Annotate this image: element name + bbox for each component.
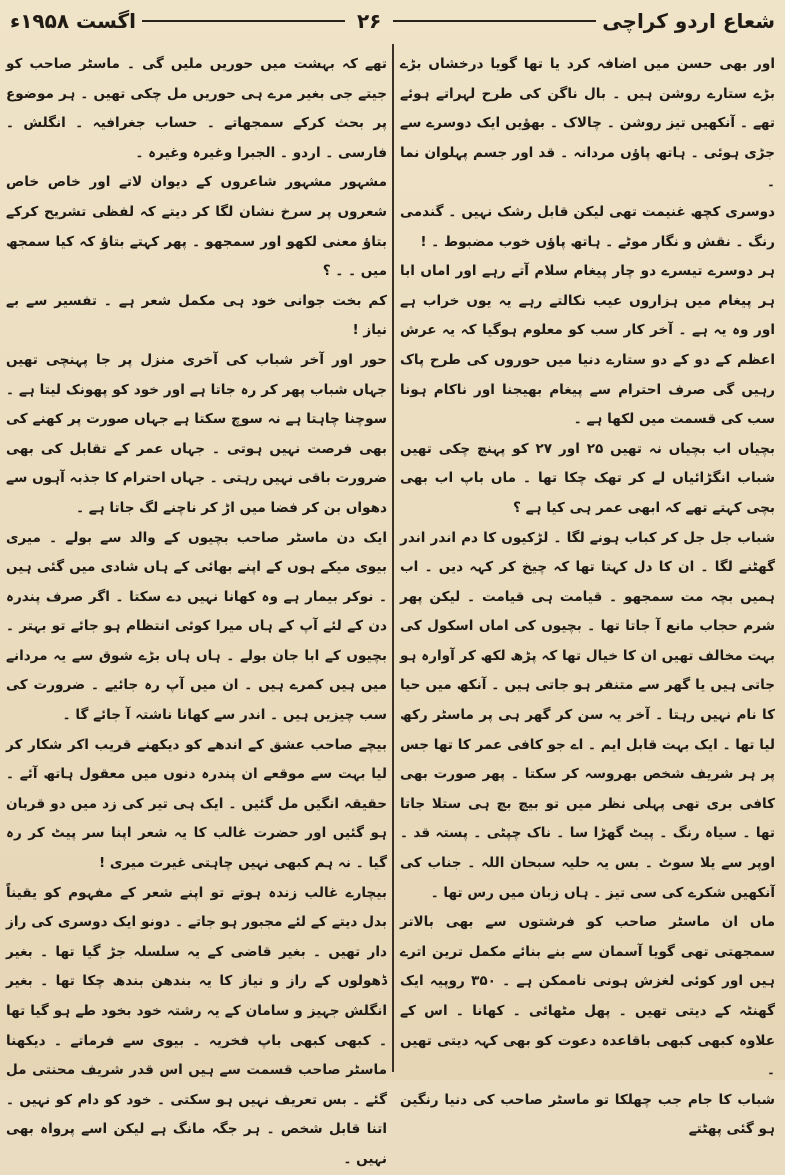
paragraph: مشہور مشہور شاعروں کے دیوان لاتے اور خاص خاص شعروں پر سرخ نشان لگا کر دیتے کہ لفظی تشریح کرکے بتاؤ معنی لکھو اور سمجھو ۔ پھر کہتے بتاؤ کہ کیا سمجھ میں ۔ ۔ ؟ <box>6 174 387 280</box>
magazine-title: شعاع اردو کراچی <box>602 9 775 33</box>
paragraph: بچیاں اب بچیاں نہ تھیں ۲۵ اور ۲۷ کو پہنچ چکی تھیں شباب انگڑائیاں لے کر تھک چکا تھا ۔ ماں باپ اب بھی بچی کہتے تھے کہ ابھی عمر ہی کیا ہے ؟ <box>400 440 775 516</box>
paragraph: بیچے صاحب عشق کے اندھے کو دیکھنے قریب اکر شکار کر لیا بہت سے موقعے ان پندرہ دنوں میں معقول ہاتھ آئے ۔ حقیقہ انگیں مل گئیں ۔ ایک ہی تیر کی زد میں دو قربان ہو گئیں اور حضرت غالب کا یہ شعر اپنا سر پیٹ کر رہ گیا ۔ نہ ہم کبھی نہیں چاہتی غیرت میری ! <box>6 736 387 872</box>
header-rule <box>142 20 345 22</box>
right-column <box>400 50 776 1138</box>
paragraph: حور اور آخر شباب کی آخری منزل پر جا پہنچی تھیں جہاں شباب پھر کر رہ جاتا ہے اور خود کو پھونک لیتا ہے ۔ سوچنا چاہتا ہے نہ سوچ سکتا ہے جہاں صورت پر کھنے کی بھی فرصت نہیں ہوتی ۔ جہاں عمر کے تقابل کی بھی ضرورت باقی نہیں رہتی ۔ جہاں احترام کا جذبہ آہوں سے دھواں بن کر فضا میں اڑ کر ناچنے لگ جاتا ہے ۔ <box>6 351 387 516</box>
left-column <box>6 50 387 1167</box>
paragraph: کم بخت جوانی خود ہی مکمل شعر ہے ۔ تفسیر سے بے نیاز ! <box>6 292 387 339</box>
column-divider <box>392 44 394 1072</box>
paragraph: ایک دن ماسٹر صاحب بچیوں کے والد سے بولے ۔ میری بیوی میکے ہوں کے اپنے بھائی کے ہاں شادی میں گئی ہیں ۔ نوکر بیمار ہے وہ کھانا نہیں دے سکتا ۔ اگر صرف پندرہ دن کے لئے آپ کے ہاں میرا کوئی انتظام ہو جائے تو بہتر ۔ بچیوں کے ابا جان بولے ۔ ہاں ہاں بڑے شوق سے یہ مردانے میں ہیں کمرے ہیں ۔ ان میں آپ رہ جائیے ۔ ضرورت کی سب چیزیں ہیں ۔ اندر سے کھانا ناشتہ آ جائے گا ۔ <box>6 529 387 724</box>
paragraph: بیچارے غالب زندہ ہوتے تو اپنے شعر کے مفہوم کو یقیناً بدل دیتے کے لئے مجبور ہو جاتے ۔ دونو ایک دوسری کی راز دار تھیں ۔ بغیر قاضی کے یہ سلسلہ جڑ گیا تھا ۔ بغیر ڈھولوں کے راز و نیاز کا یہ بندھن بندھ چکا تھا ۔ بغیر انگلش جہیز و سامان کے یہ رشتہ خود بخود طے ہو گیا تھا ۔ کبھی کبھی باپ فخریہ ۔ بیوی سے فرماتے ۔ دیکھنا ماسٹر صاحب قسمت سے ہیں اس قدر شریف محنتی مل گئے ۔ بس تعریف نہیں ہو سکتی ۔ خود کو دام کو نہیں ۔ اتنا قابل شخص ۔ ہر جگہ مانگ ہے لیکن اسے پرواہ بھی نہیں ۔ <box>6 884 387 1167</box>
paragraph: شباب جل جل کر کباب ہونے لگا ۔ لڑکیوں کا دم اندر اندر گھٹنے لگا ۔ ان کا دل کہتا تھا کہ چیخ کر کہہ دیں ۔ اب ہمیں بچہ مت سمجھو ۔ قیامت ہی قیامت ۔ لیکن پھر شرم حجاب مانع آ جاتا تھا ۔ بچیوں کی اماں اسکول کی بہت مخالف تھیں ان کا خیال تھا کہ پڑھ لکھ کر آوارہ ہو جاتی ہیں یا گھر سے متنفر ہو جاتی ہیں ۔ آنکھ میں حیا کا نام نہیں رہتا ۔ آخر یہ سن کر گھر ہی پر ماسٹر رکھ لیا تھا ۔ ایک بہت قابل ایم ۔ اے جو کافی عمر کا تھا جس پر ہر شریف شخص بھروسہ کر سکتا ۔ پھر صورت بھی کافی بری تھی پہلی نظر میں تو بیچ بچ ہی ستلا جاتا تھا ۔ سیاہ رنگ ۔ پیٹ گھڑا سا ۔ ناک چپٹی ۔ پستہ قد ۔ اوپر سے یلا سوٹ ۔ بس یہ حلیہ سبحان اللہ ۔ جناب کی آنکھیں شکرے کی سی تیز ۔ ہاں زبان میں رس تھا ۔ <box>400 529 775 901</box>
paragraph: تھے کہ بہشت میں حوریں ملیں گی ۔ ماسٹر صاحب کو جیتے جی بغیر مرے ہی حوریں مل چکی تھیں ۔ ہر موضوع پر بحث کرکے سمجھاتے ۔ حساب جغرافیہ ۔ انگلش ۔ فارسی ۔ اردو ۔ الجبرا وغیرہ وغیرہ ۔ <box>6 56 387 161</box>
paragraph: دوسری کچھ غنیمت تھی لیکن قابل رشک نہیں ۔ گندمی رنگ ۔ نقش و نگار موٹے ۔ ہاتھ پاؤں خوب مضبوط ۔ ! <box>400 203 775 250</box>
header-rule <box>393 20 596 22</box>
paragraph: ہر دوسرے تیسرے دو چار پیغام سلام آتے رہے اور اماں ابا ہر پیغام میں ہزاروں عیب نکالتے رہے یہ یوں خراب ہے اور وہ یہ ہے ۔ آخر کار سب کو معلوم ہوگیا کہ یہ عرش اعظم کے دو کے دو ستارے دنیا میں حوروں کی طرح پاک رہیں گی صرف احترام سے پیغام بھیجنا اور ناکام ہونا سب کی قسمت میں لکھا ہے ۔ <box>400 263 775 428</box>
page-number: ۲۶ <box>356 9 382 33</box>
page-header <box>10 6 775 36</box>
paragraph: اور بھی حسن میں اضافہ کرد یا تھا گویا درخشاں بڑے بڑے ستارے روشن ہیں ۔ بال ناگن کی طرح لہراتے ہوئے تھے ۔ آنکھیں تیز روشن ۔ چالاک ۔ بھؤیں ایک دوسرے سے جڑی ہوئی ۔ ہاتھ پاؤں مردانہ ۔ قد اور جسم پہلوان نما ۔ <box>400 56 775 191</box>
issue-month: اگست ۱۹۵۸ء <box>9 9 137 33</box>
paragraph: شباب کا جام جب چھلکا تو ماسٹر صاحب کی دنیا رنگین ہو گئی پھٹتے <box>400 1091 775 1138</box>
paragraph: ماں ان ماسٹر صاحب کو فرشتوں سے بھی بالاتر سمجھتی تھی گویا آسمان سے بنے بنائے مکمل ترین اترے ہیں اور کوئی لغزش ہونی ناممکن ہے ۔ ۳۵۰ روپیہ ایک گھنٹہ کے دیتی تھیں ۔ پھل مٹھائی ۔ کھانا ۔ اس کے علاوہ کبھی کبھی باقاعدہ دعوت کو بھی کہہ دیتی تھیں ۔ <box>400 914 776 1079</box>
